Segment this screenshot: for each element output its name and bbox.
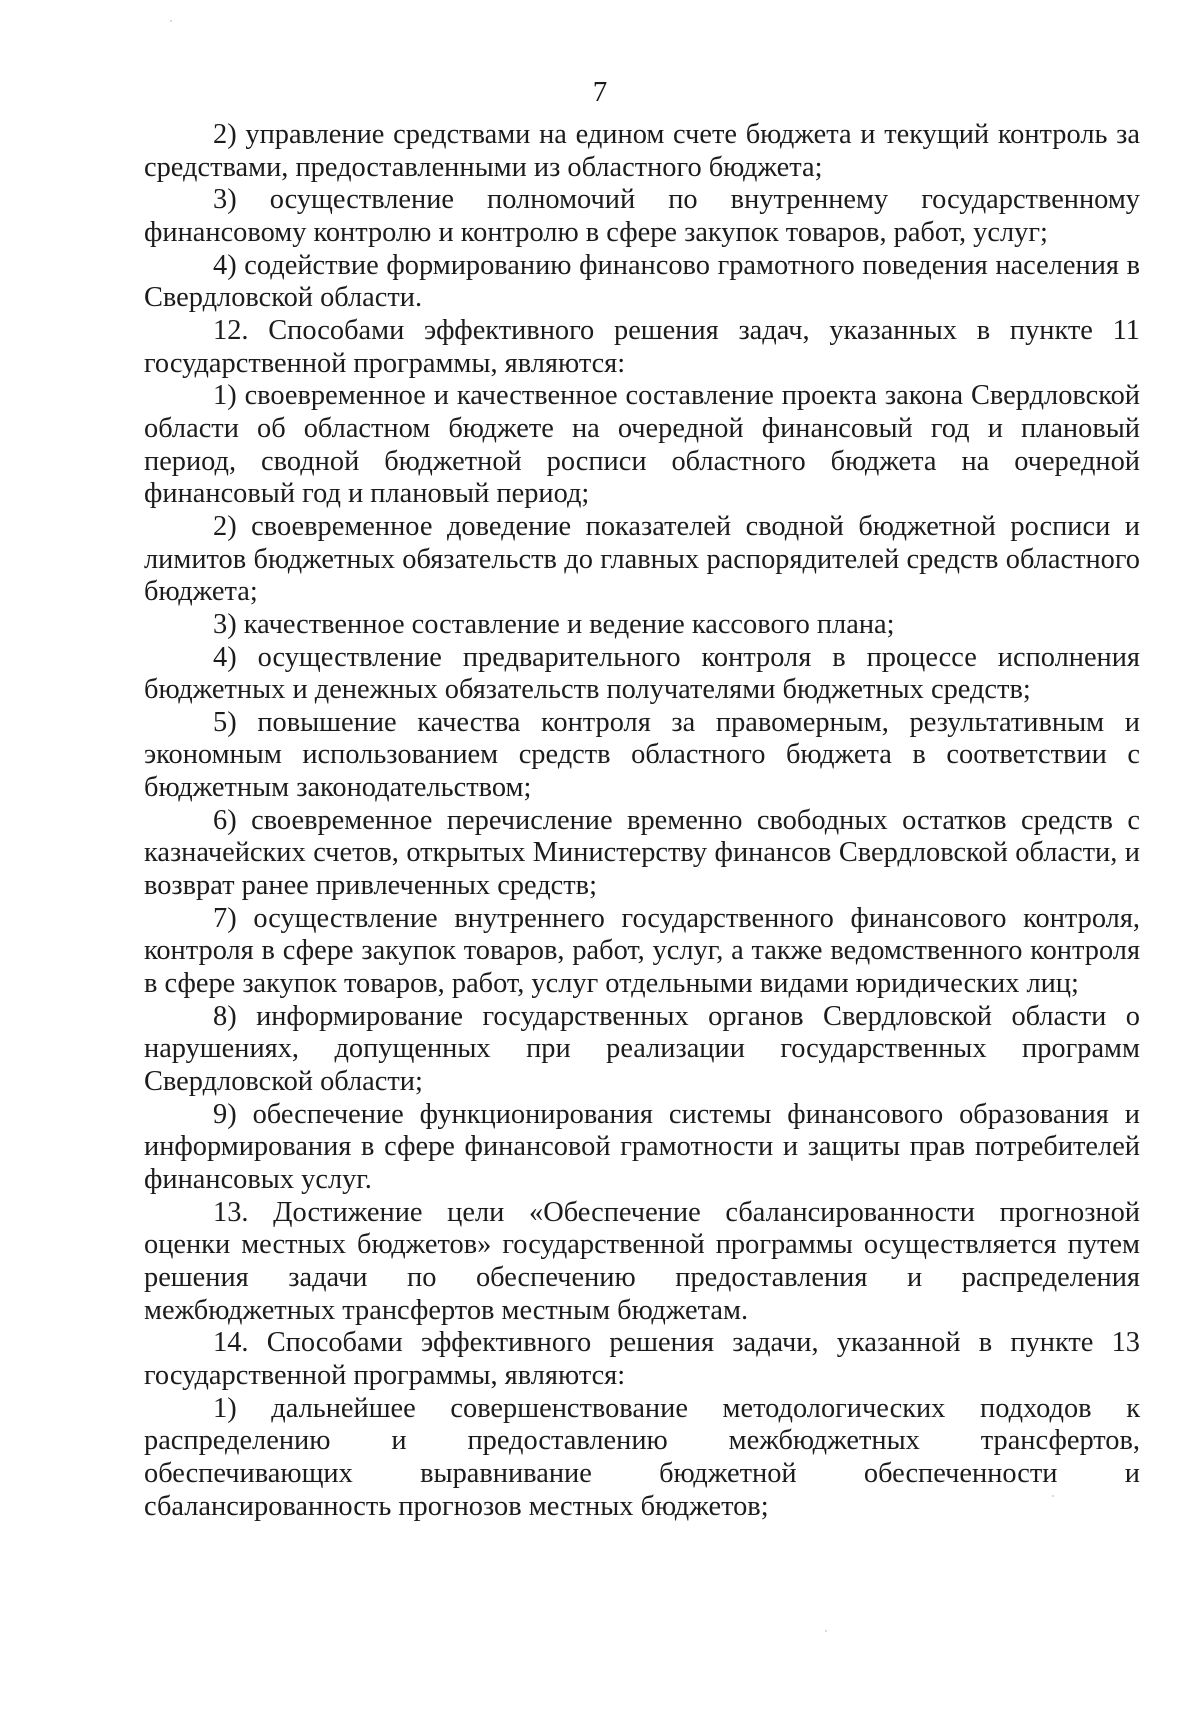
paragraph-8-informing-bodies: 8) информирование государственных органов Свердловской области о нарушениях, допущенных при реализации государственных программ Свердловской области; — [144, 1000, 1140, 1098]
paragraph-9-financial-education: 9) обеспечение функционирования системы финансового образования и информирования в сфере финансовой грамотности и защиты прав потребителей финансовых услуг. — [144, 1098, 1140, 1195]
paragraph-6-free-balances: 6) своевременное перечисление временно свободных остатков средств с казначейских счетов, открытых Министерству финансов Свердловской области, и возврат ранее привлеченных средств; — [144, 804, 1140, 902]
scan-speck — [1052, 1495, 1054, 1497]
paragraph-4-preliminary-control: 4) осуществление предварительного контроля в процессе исполнения бюджетных и денежных обязательств получателями бюджетных средств; — [144, 641, 1140, 706]
paragraph-12-methods-intro: 12. Способами эффективного решения задач, указанных в пункте 11 государственной программы, являются: — [144, 314, 1140, 379]
paragraph-2-budget-account-management: 2) управление средствами на едином счете бюджета и текущий контроль за средствами, предоставленными из областного бюджета; — [144, 119, 1140, 183]
paragraph-4-financial-literacy: 4) содействие формированию финансово грамотного поведения населения в Свердловской области. — [144, 249, 1140, 314]
page-number: 7 — [592, 76, 608, 108]
paragraph-5-control-quality: 5) повышение качества контроля за правомерным, результативным и экономным использованием средств областного бюджета в соответствии с бюджетным законодательством; — [144, 706, 1140, 804]
scan-speck — [825, 1630, 827, 1632]
document-body — [144, 119, 1140, 1523]
paragraph-14-methods-intro: 14. Способами эффективного решения задачи, указанной в пункте 13 государственной программы, являются: — [144, 1327, 1140, 1391]
paragraph-3-cash-plan: 3) качественное составление и ведение кассового плана; — [213, 608, 895, 640]
scan-speck — [170, 20, 172, 22]
paragraph-7-internal-control: 7) осуществление внутреннего государственного финансового контроля, контроля в сфере закупок товаров, работ, услуг, а также ведомственного контроля в сфере закупок товаров, работ, услуг отдельными видами юридических лиц; — [144, 902, 1140, 1000]
paragraph-1-budget-law-drafting: 1) своевременное и качественное составление проекта закона Свердловской области об областном бюджете на очередной финансовый год и плановый период, сводной бюджетной росписи областного бюджета на очередной финансовый год и плановый период; — [144, 380, 1140, 510]
paragraph-1-transfers-improvement: 1) дальнейшее совершенствование методологических подходов к распределению и предоставлению межбюджетных трансфертов, обеспечивающих выравнивание бюджетной обеспеченности и сбалансированность прогнозов местных бюджетов; — [144, 1392, 1140, 1522]
paragraph-13-goal-achievement: 13. Достижение цели «Обеспечение сбалансированности прогнозной оценки местных бюджетов» государственной программы осуществляется путем решения задачи по обеспечению предоставления и распределения межбюджетных трансфертов местным бюджетам. — [144, 1196, 1140, 1326]
paragraph-2-budget-indicators: 2) своевременное доведение показателей сводной бюджетной росписи и лимитов бюджетных обязательств до главных распорядителей средств областного бюджета; — [144, 510, 1140, 608]
paragraph-3-financial-control-powers: 3) осуществление полномочий по внутреннему государственному финансовому контролю и контролю в сфере закупок товаров, работ, услуг; — [144, 184, 1140, 248]
